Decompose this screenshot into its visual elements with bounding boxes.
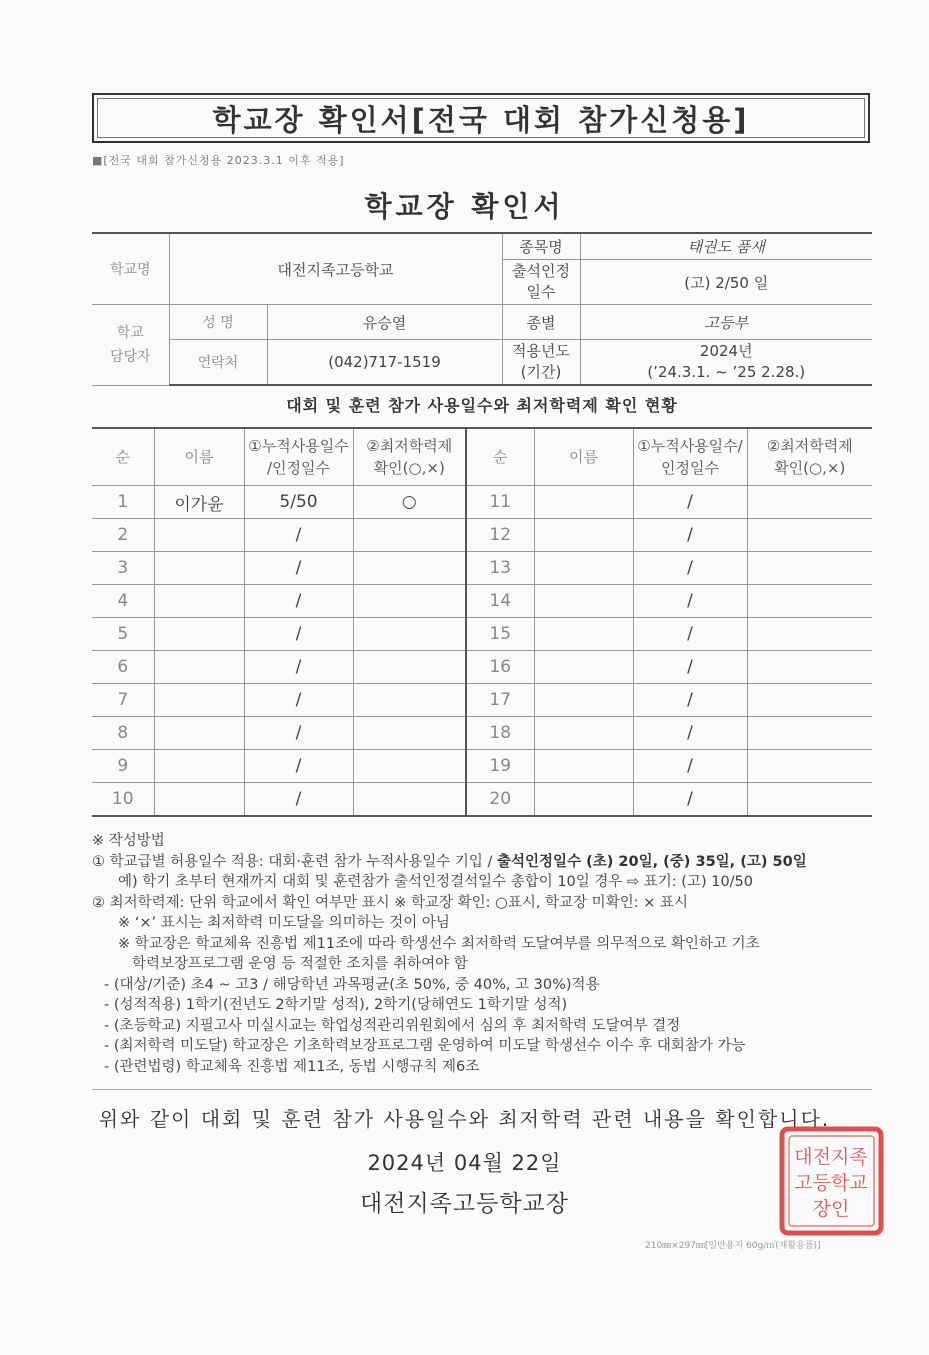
roster-cell-l-check [353,519,466,552]
roster-cell-r-no: 17 [466,684,534,717]
roster-cell-l-no: 2 [92,519,154,552]
roster-cell-r-days: / [633,585,747,618]
header-no-right: 순 [466,428,534,486]
roster-cell-l-name [154,717,244,750]
confirmation-text: 위와 같이 대회 및 훈련 참가 사용일수와 최저학력 관련 내용을 확인합니다. [98,1107,831,1131]
roster-cell-r-name [534,486,633,519]
header-check-left: ②최저학력제 확인(○,×) [353,428,466,486]
roster-cell-r-no: 15 [466,618,534,651]
roster-cell-l-check [353,585,466,618]
division-value: 고등부 [580,305,872,340]
roster-row [92,585,872,618]
roster-row [92,750,872,783]
roster-cell-r-name [534,618,633,651]
instructions [92,831,882,1077]
header-check-right: ②최저학력제 확인(○,×) [747,428,872,486]
document-title: 학교장 확인서 [364,190,565,223]
header-days-left: ①누적사용일수 /인정일수 [244,428,353,486]
roster-cell-l-days: / [244,750,353,783]
event-value: 태권도 품새 [580,233,872,260]
school-name-label: 학교명 [92,233,169,305]
note-1: ① 학교급별 허용일수 적용: 대회·훈련 참가 누적사용일수 기입 / 출석인정일수 (초) 20일, (중) 35일, (고) 50일 [92,853,807,870]
note-2-principal-2: 학력보장프로그램 운영 등 적절한 조치를 취하여야 함 [132,956,468,972]
attendance-label: 출석인정 일수 [502,260,580,305]
roster-cell-l-name [154,651,244,684]
roster-cell-r-name [534,783,633,817]
roster-cell-r-days: / [633,486,747,519]
roster-cell-l-days: / [244,684,353,717]
roster-cell-l-days: / [244,585,353,618]
roster-cell-r-check [747,585,872,618]
seal-line-1: 대전지족 [794,1146,868,1168]
roster-cell-r-name [534,651,633,684]
roster-cell-l-name [154,618,244,651]
roster-cell-r-no: 18 [466,717,534,750]
roster-cell-r-check [747,684,872,717]
roster-cell-r-name [534,519,633,552]
roster-cell-l-days: / [244,552,353,585]
roster-cell-l-name [154,519,244,552]
roster-cell-l-check: ○ [353,486,466,519]
event-label: 종목명 [502,233,580,260]
roster-cell-r-no: 19 [466,750,534,783]
seal-line-2: 고등학교 [794,1172,868,1194]
roster-cell-l-days: / [244,651,353,684]
note-detail-target: - (대상/기준) 초4 ~ 고3 / 해당학년 과목평균(초 50%, 중 40%, 고 30%)적용 [104,976,600,993]
roster-row [92,717,872,750]
roster-cell-l-name: 이가윤 [154,486,244,519]
roster-cell-r-days: / [633,651,747,684]
roster-cell-l-no: 5 [92,618,154,651]
form-title: 학교장 확인서[전국 대회 참가신청용] [212,102,750,137]
roster-cell-r-days: / [633,717,747,750]
roster-cell-r-check [747,717,872,750]
roster-cell-r-no: 16 [466,651,534,684]
note-detail-below-minimum: - (최저학력 미도달) 학교장은 기초학력보장프로그램 운영하여 미도달 학생선수 이수 후 대회참가 가능 [104,1038,746,1054]
roster-cell-l-days: / [244,618,353,651]
roster-cell-l-no: 9 [92,750,154,783]
roster-cell-r-check [747,552,872,585]
roster-cell-r-name [534,750,633,783]
header-no-left: 순 [92,428,154,486]
roster-table [92,427,872,817]
roster-cell-l-no: 10 [92,783,154,817]
divider [92,1089,872,1090]
roster-cell-l-days: / [244,519,353,552]
seal-line-3: 장인 [812,1198,850,1220]
roster-row [92,783,872,817]
roster-cell-l-check [353,717,466,750]
roster-cell-l-check [353,783,466,817]
principal-signature: 대전지족고등학교장 [360,1191,569,1217]
roster-cell-r-days: / [633,684,747,717]
official-seal [778,1125,885,1237]
header-name-right: 이름 [534,428,633,486]
section-title: 대회 및 훈련 참가 사용일수와 최저학력제 확인 현황 [286,396,678,415]
roster-cell-l-no: 1 [92,486,154,519]
roster-cell-r-days: / [633,783,747,817]
note-2: ② 최저학력제: 단위 학교에서 확인 여부만 표시 ※ 학교장 확인: ○표시, 학교장 미확인: × 표시 [92,894,688,911]
roster-cell-r-no: 11 [466,486,534,519]
roster-cell-r-no: 12 [466,519,534,552]
note-2-x-mark: ※ ‘×’ 표시는 최저학력 미도달을 의미하는 것이 아님 [118,915,450,931]
roster-cell-l-no: 8 [92,717,154,750]
roster-cell-r-no: 20 [466,783,534,817]
roster-cell-l-no: 4 [92,585,154,618]
roster-cell-r-name [534,717,633,750]
roster-cell-r-name [534,552,633,585]
roster-row [92,684,872,717]
roster-cell-l-check [353,651,466,684]
roster-row [92,552,872,585]
roster-cell-l-check [353,684,466,717]
form-subnote: ■[전국 대회 참가신청용 2023.3.1 이후 적용] [92,154,345,167]
roster-cell-r-check [747,651,872,684]
roster-cell-l-days: 5/50 [244,486,353,519]
roster-cell-r-name [534,684,633,717]
contact-value: (042)717-1519 [267,340,502,386]
manager-label: 학교 담당자 [92,305,169,386]
school-info-table [92,232,872,386]
school-name-value: 대전지족고등학교 [169,233,502,305]
division-label: 종별 [502,305,580,340]
manager-name-value: 유승열 [267,305,502,340]
roster-cell-r-check [747,750,872,783]
roster-cell-r-days: / [633,552,747,585]
roster-cell-l-name [154,552,244,585]
note-detail-law: - (관련법령) 학교체육 진흥법 제11조, 동법 시행규칙 제6조 [104,1058,480,1075]
roster-cell-r-check [747,618,872,651]
roster-cell-r-name [534,585,633,618]
roster-cell-l-check [353,618,466,651]
note-detail-grades: - (성적적용) 1학기(전년도 2학기말 성적), 2학기(당해연도 1학기말 성적) [104,997,568,1013]
roster-cell-l-no: 6 [92,651,154,684]
roster-cell-l-name [154,684,244,717]
roster-cell-r-check [747,519,872,552]
name-label: 성 명 [169,305,267,340]
issue-date: 2024년 04월 22일 [367,1151,562,1175]
roster-cell-l-check [353,750,466,783]
roster-cell-l-days: / [244,717,353,750]
roster-cell-l-name [154,783,244,817]
roster-cell-r-days: / [633,750,747,783]
notes-heading: ※ 작성방법 [92,833,165,849]
header-name-left: 이름 [154,428,244,486]
roster-cell-r-days: / [633,519,747,552]
roster-cell-r-no: 13 [466,552,534,585]
roster-cell-l-no: 7 [92,684,154,717]
roster-cell-l-check [353,552,466,585]
roster-cell-l-name [154,585,244,618]
roster-cell-r-check [747,783,872,817]
roster-cell-r-days: / [633,618,747,651]
roster-cell-l-days: / [244,783,353,817]
roster-row [92,651,872,684]
form-title-box [92,93,870,143]
paper-spec-note: 210㎜×297㎜[일반용지 60g/㎡(재활용품)] [645,1241,821,1251]
year-value: 2024년 (’24.3.1. ~ ’25 2.28.) [580,340,872,386]
note-2-principal-1: ※ 학교장은 학교체육 진흥법 제11조에 따라 학생선수 최저학력 도달여부를 의무적으로 확인하고 기초 [118,935,760,952]
roster-cell-l-name [154,750,244,783]
roster-row [92,486,872,519]
note-detail-elementary: - (초등학교) 지필고사 미실시교는 학업성적관리위원회에서 심의 후 최저학력 도달여부 결정 [104,1017,681,1034]
year-label: 적용년도 (기간) [502,340,580,386]
roster-cell-r-no: 14 [466,585,534,618]
roster-cell-r-check [747,486,872,519]
attendance-value: (고) 2/50 일 [580,260,872,305]
contact-label: 연락처 [169,340,267,386]
roster-row [92,519,872,552]
roster-row [92,618,872,651]
note-1-example: 예) 학기 초부터 현재까지 대회 및 훈련참가 출석인정결석일수 총합이 10일 경우 ⇨ 표기: (고) 10/50 [118,874,754,890]
roster-cell-l-no: 3 [92,552,154,585]
header-days-right: ①누적사용일수/ 인정일수 [633,428,747,486]
